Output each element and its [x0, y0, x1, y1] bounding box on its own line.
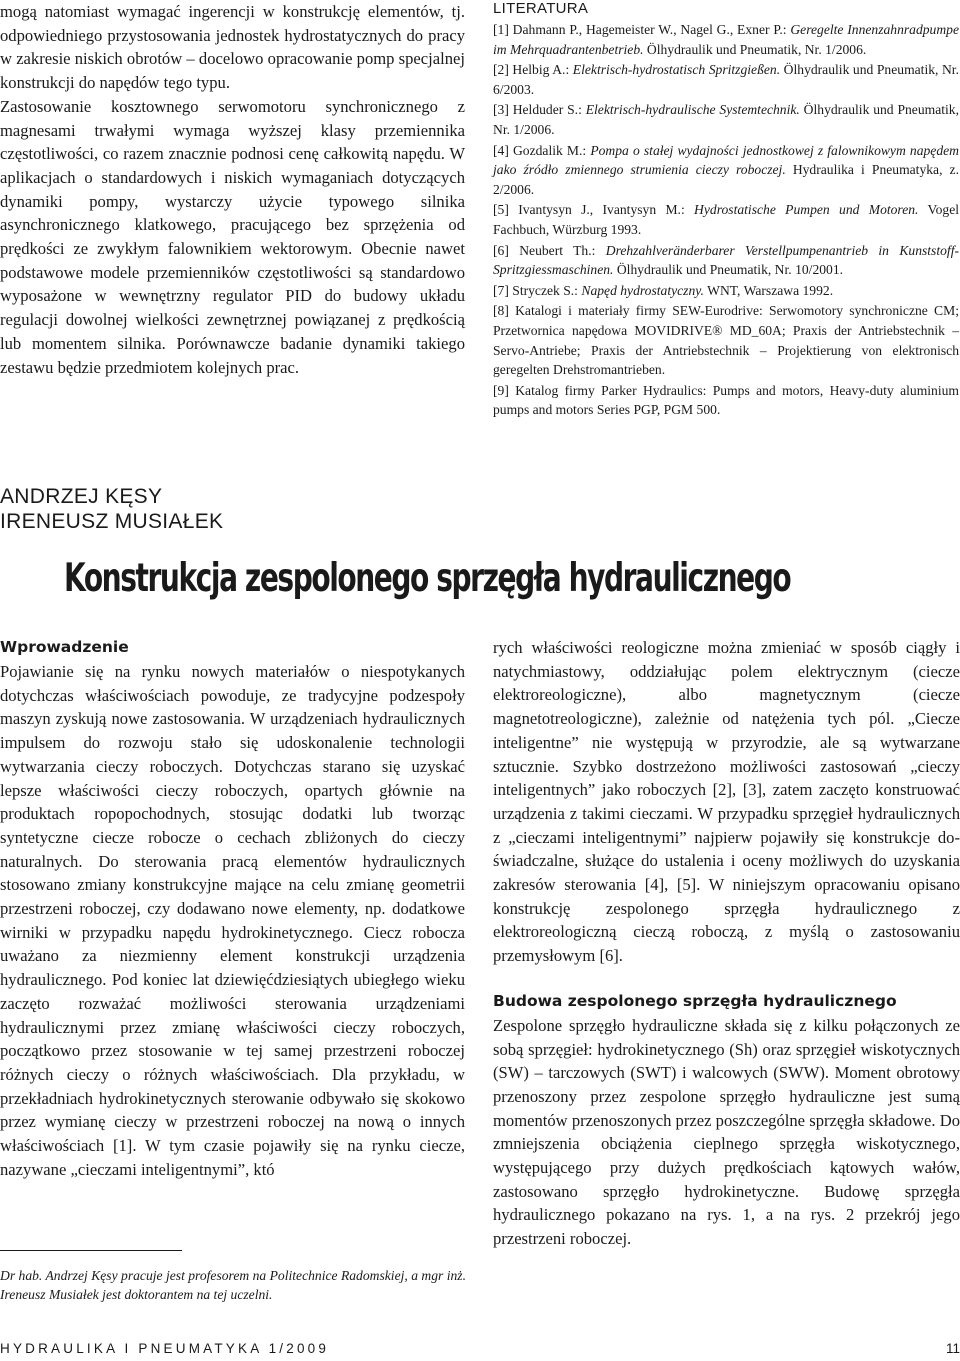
reference-source: Ölhydraulik und Pneumatik, Nr. 10/2001. [616, 262, 844, 278]
paragraph: Zastosowanie kosztownego serwomotoru synchronicznego z magnesami trwałymi wymaga wyższej klasy przemiennika częstotliwości, co razem znacznie podnosi cenę całkowitą napędu. W aplikacjach o standardowych i niskich wymaganiach dotyczących dynamiki pompy, wystarczy użycie typowego silnika asynchronicznego klatkowego, pracującego bez sprzężenia od prędkości ze zwykłym falownikiem wektorowym. Obecnie nawet podstawowe modele przemienników częstotliwości są standardowo wyposażone w wewnętrzny regulator PID do budowy układu regulacji dowolnej wielkości zewnętrznej powiązanej z prędkością lub momentem silnika. Porównawcze badanie dynamiki takiego zestawu będzie przedmiotem kolejnych prac. [0, 96, 465, 377]
reference-authors: Neubert Th.: [519, 242, 596, 258]
article-authors [0, 484, 500, 534]
reference-source: Katalog firmy Parker Hydraulics: Pumps and motors, Heavy-duty aluminium pumps and motors Series PGP, PGM 500. [493, 382, 960, 418]
reference-authors: Ivantysyn J., Ivantysyn M.: [518, 202, 685, 218]
reference-title: Elektrisch-hydrostatisch Spritzgießen. [572, 62, 781, 78]
reference-source: Vogel Fachbuch, Würzburg 1993. [493, 202, 959, 237]
reference-source: Hydraulika i Pneumatyka, z. 2/2006. [493, 162, 959, 197]
reference-num: [2] [493, 62, 509, 78]
author-name: ANDRZEJ KĘSY [0, 485, 163, 508]
reference-item [493, 241, 959, 280]
page-number: 11 [945, 1341, 960, 1356]
reference-title: Geregelte Innenzahnradpumpe im Mehrquadrantenbetrieb. [493, 22, 960, 57]
reference-source: Ölhydraulik und Pneumatik, Nr. 6/2003. [493, 62, 959, 97]
reference-num: [1] [493, 22, 509, 37]
journal-name: HYDRAULIKA I PNEUMATYKA 1/2009 [0, 1341, 330, 1356]
reference-item [493, 281, 959, 301]
reference-item [493, 301, 959, 379]
reference-list [493, 20, 959, 420]
reference-item [493, 20, 959, 59]
reference-authors: Dahmann P., Hagemeister W., Nagel G., Exner P.: [512, 22, 787, 37]
reference-num: [8] [493, 303, 509, 319]
reference-num: [3] [493, 102, 509, 118]
reference-title: Napęd hydrostatyczny. [581, 282, 704, 298]
reference-authors: Stryczek S.: [512, 282, 578, 298]
reference-authors: Helduder S.: [512, 102, 582, 118]
reference-title: Drehzahlveränderbarer Verstellpumpenantrieb in Kunststoff-Spritzgiessmaschinen. [493, 242, 959, 278]
reference-title: Elektrisch-hydraulische Systemtechnik. [585, 102, 800, 118]
author-footnote: Dr hab. Andrzej Kęsy pracuje jest profesorem na Politechnice Radomskiej, a mgr inż. Ireneusz Musiałek jest doktorantem na tej uczelni. [0, 1268, 466, 1302]
page-footer [0, 1341, 960, 1359]
reference-num: [6] [493, 242, 509, 258]
reference-item [493, 141, 959, 200]
reference-title: Pompa o stałej wydajności jednostkowej z falownikowym napędem jako źródło zmiennego strumienia cieczy roboczej. [493, 142, 959, 178]
reference-source: Katalogi i materiały firmy SEW-Eurodrive: Serwomotory synchroniczne CM; Przetwornica napędowa MOVIDRIVE® MD_60A; Praxis der Antriebstechnik – Servo-Antriebe; Praxis der Antriebstechnik – Projektierung von elektronisch geregelten Drehstromantrieben. [493, 303, 959, 378]
literatura-section [493, 0, 959, 421]
paragraph: mogą natomiast wymagać ingerencji w konstrukcję elementów, tj. odpowiedniego przystosowania jednostek hydrostatycznych do pracy w zakresie niskich obrotów – docelowo opracowanie pomp specjalnej konstrukcji do napędów tego typu. [0, 2, 465, 93]
article-title: Konstrukcja zespolonego sprzęgła hydraulicznego [64, 556, 791, 601]
reference-source: Ölhydraulik und Pneumatik, Nr. 1/2006. [493, 102, 959, 137]
paragraph: rych właściwości reologiczne można zmieniać w sposób ciągły i natychmiastowy, oddziałując polem elektrycznym (ciecze elektroreologiczne), albo magnetycznym (ciecze magnetotreologiczne), zależnie od natężenia tych pól. „Ciecze inteligentne” nie występują w przyrodzie, ale są wytwarzane sztucznie. Szybko dostrzeżono możliwości zastosowań „cieczy inteligentnych” jako roboczych [2], [3], zatem zaczęto konstruować urządzenia z takimi cieczami. W przypadku sprzęgieł hydraulicznych z „cieczami inteligentnymi” najpierw pojawiły się konstrukcje doświadczalne, służące do ustalenia i oceny możliwych do uzyskania zakresów sterowania [4], [5]. W niniejszym opracowaniu opisano konstrukcję zespolonego sprzęgła hydraulicznego z elektroreologiczną cieczą roboczą, z myślą o zastosowaniu przemysłowym [6]. [493, 638, 960, 966]
top-left-column [0, 0, 465, 379]
author-name: IRENEUSZ MUSIAŁEK [0, 510, 224, 533]
reference-num: [9] [493, 382, 509, 398]
reference-authors: Gozdalik M.: [512, 142, 587, 158]
reference-item [493, 200, 959, 239]
footnote-divider [0, 1250, 182, 1251]
reference-item [493, 100, 959, 139]
main-left-column [0, 636, 465, 1181]
reference-num: [7] [493, 282, 509, 298]
reference-source: Ölhydraulik und Pneumatik, Nr. 1/2006. [646, 41, 867, 57]
reference-num: [5] [493, 202, 509, 218]
section-heading: Budowa zespolonego sprzęgła hydraulicznego [493, 991, 897, 1010]
reference-authors: Helbig A.: [512, 62, 570, 78]
literatura-heading: LITERATURA [493, 0, 589, 17]
paragraph: Zespolone sprzęgło hydrauliczne składa się z kilku połączonych ze sobą sprzęgieł: hydrokinetycznego (Sh) oraz sprzęgieł wiskotycznych (SW) – tarczowych (SWT) i walcowych (SWW). Moment obrotowy przenoszony przez zespolone sprzęgło hydrauliczne jest sumą momentów przenoszonych przez poszczególne sprzęgła składowe. Do zmniejszenia obciążenia cieplnego sprzęgła wiskotycznego, występującego przy dużych prędkościach kątowych wałów, zastosowano sprzęgło hydrokinetyczne. Budowę sprzęgła hydraulicznego pokazano na rys. 1, a na rys. 2 przekrój jego przestrzeni roboczej. [493, 1015, 960, 1249]
section-heading: Wprowadzenie [0, 638, 129, 656]
reference-source: WNT, Warszawa 1992. [707, 282, 834, 298]
reference-num: [4] [493, 142, 509, 158]
reference-title: Hydrostatische Pumpen und Motoren. [694, 202, 919, 218]
main-right-column [493, 636, 960, 1251]
paragraph: Pojawianie się na rynku nowych materiałów o niespotykanych dotychczas właściwościach powoduje, ze tradycyjne podzespoły maszyn zyskują nowe zastosowania. W urządzeniach hydraulicznych impulsem do rozwoju stało się udoskonalenie technologii wytwarzania cieczy roboczych. Dotychczas starano się uzyskać lepsze właściwości cieczy roboczych, opartych głównie na produktach ropopochodnych, stosując dodatki lub tworząc syntetyczne ciecze robocze o cechach zbliżonych do cieczy naturalnych. Do sterowania pracą elementów hydraulicznych stosowano zmiany konstrukcyjne mające na celu zmianę geometrii przestrzeni roboczej, czy dodawano nowe elementy, np. dodatkowe wirniki w przypadku napędu hydrokinetycznego. Ciecz robocza uważano za niezmienny element konstrukcji urządzenia hydraulicznego. Pod koniec lat dziewięćdziesiątych ubiegłego wieku zaczęto rozważać możliwości sterowania urządzeniami hydraulicznymi przez zmianę właściwości cieczy roboczych, początkowo przez stosowanie w tej samej przestrzeni roboczej różnych cieczy o różnych właściwościach. Dla przykładu, w przekładniach hydrokinetycznych sterowanie odbywało się skokowo przez wymianę cieczy w przestrzeni roboczej na nową o innych właściwościach [1]. W tym czasie pojawiły się na rynku ciecze, nazywane „cieczami inteligentnymi”, któ [0, 662, 465, 1179]
reference-item [493, 60, 959, 99]
reference-item [493, 381, 959, 420]
